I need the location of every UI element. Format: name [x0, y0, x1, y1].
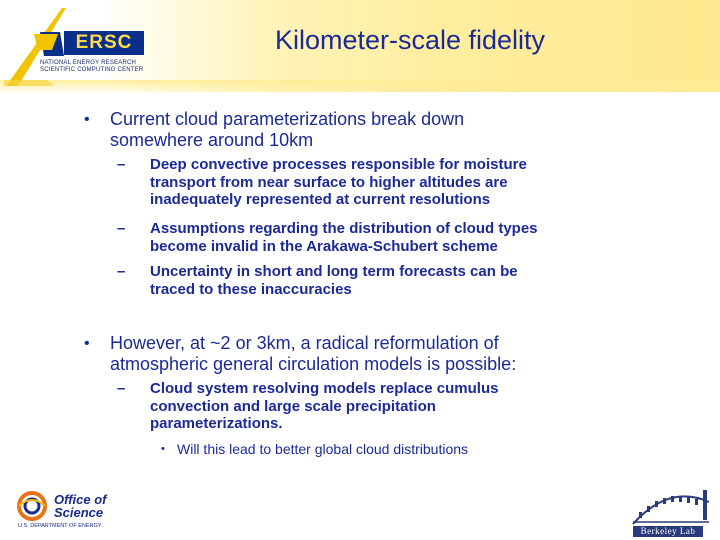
dash-glyph: – — [117, 263, 126, 280]
bullet-2-line1: However, at ~2 or 3km, a radical reformulation of — [110, 333, 499, 353]
sub-bullet-3-line2: traced to these inaccuracies — [150, 280, 352, 298]
nersc-subtitle-line2: SCIENTIFIC COMPUTING CENTER — [40, 67, 144, 73]
bullet-glyph: • — [84, 335, 90, 352]
sub-bullet-2 — [150, 220, 640, 255]
bullet-1-text — [110, 109, 670, 151]
sub-bullet-3 — [150, 263, 640, 298]
sub-bullet-2-line2: become invalid in the Arakawa-Schubert scheme — [150, 237, 498, 255]
dash-glyph: – — [117, 220, 126, 237]
sub-bullet-2-line1: Assumptions regarding the distribution of cloud types — [150, 220, 538, 237]
sub-bullet-3-line1: Uncertainty in short and long term forecasts can be — [150, 263, 518, 280]
sub-bullet-1 — [150, 156, 640, 209]
nersc-subtitle-line1: NATIONAL ENERGY RESEARCH — [40, 60, 137, 66]
sub-sub-bullet-1: Will this lead to better global cloud distributions — [177, 441, 469, 457]
bullet-glyph: • — [84, 111, 90, 128]
sub-bullet-4-line3: parameterizations. — [150, 415, 283, 432]
bullet-glyph: • — [161, 443, 165, 455]
doe-line1: Office of — [54, 492, 107, 507]
dash-glyph: – — [117, 380, 126, 397]
sub-bullet-1-line1: Deep convective processes responsible for moisture — [150, 156, 527, 173]
sub-bullet-4-line2: convection and large scale precipitation — [150, 397, 436, 415]
doe-office-text — [54, 493, 134, 519]
dash-glyph: – — [117, 156, 126, 173]
doe-line2: Science — [54, 505, 104, 520]
slide-title: Kilometer-scale fidelity — [274, 25, 546, 55]
bullet-1-line1: Current cloud parameterizations break down — [110, 109, 465, 129]
berkeley-lab-label: Berkeley Lab — [633, 526, 703, 537]
sub-bullet-1-line2: transport from near surface to higher altitudes are — [150, 173, 508, 191]
bullet-1-line2: somewhere around 10km — [110, 130, 314, 150]
nersc-wordmark: ERSC — [64, 31, 144, 55]
bullet-2-text — [110, 333, 670, 375]
doe-subtitle: U.S. DEPARTMENT OF ENERGY — [18, 523, 102, 529]
sub-bullet-4-line1: Cloud system resolving models replace cumulus — [150, 380, 499, 397]
sub-bullet-1-line3: inadequately represented at current resolutions — [150, 191, 491, 208]
sub-bullet-4 — [150, 380, 640, 433]
bullet-2-line2: atmospheric general circulation models is possible: — [110, 354, 517, 374]
